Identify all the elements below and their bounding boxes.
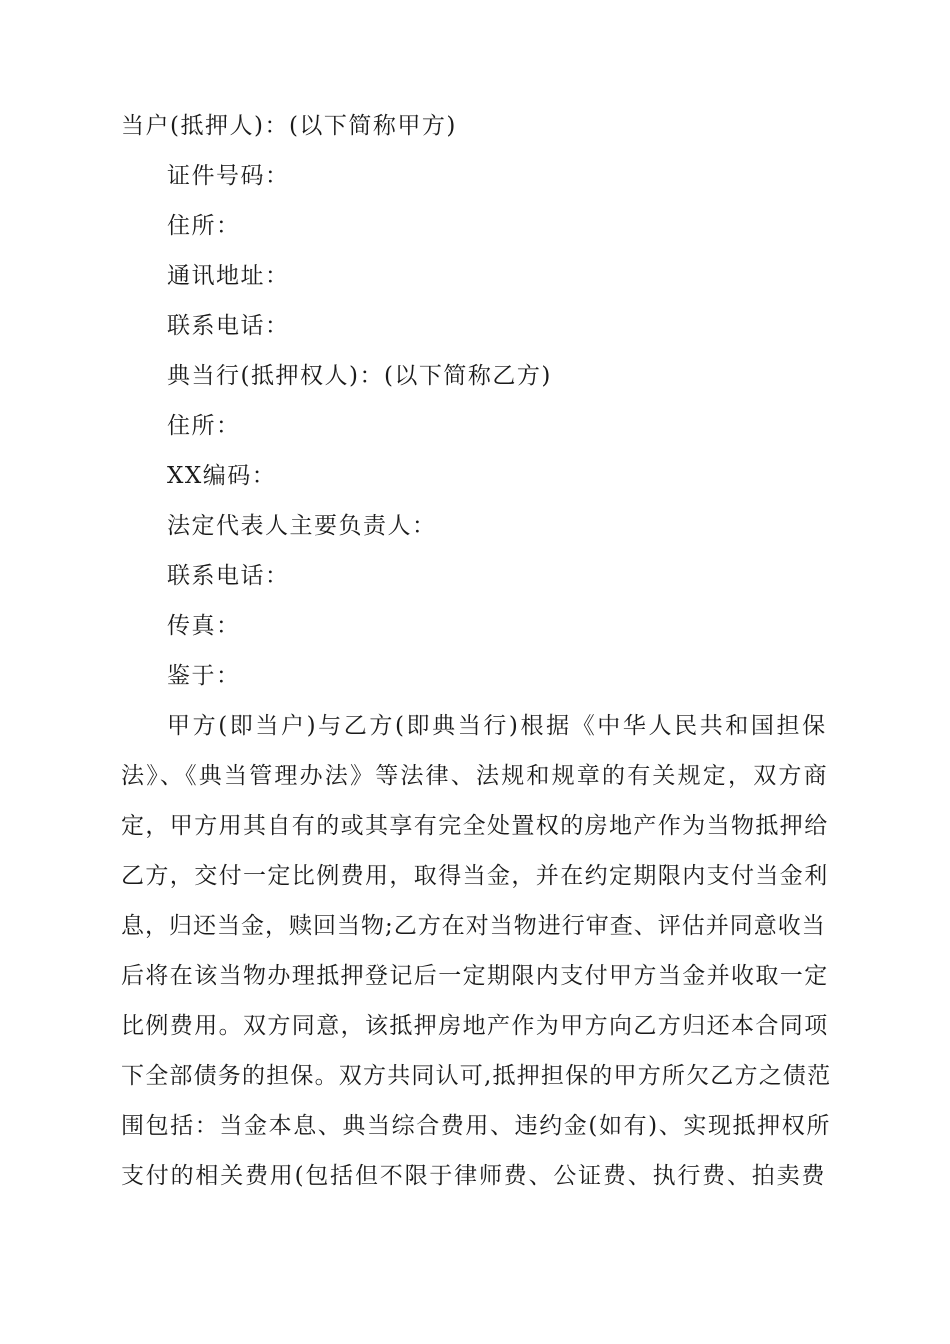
pawnshop-phone-field: 联系电话： (167, 563, 290, 589)
code-field: XX编码： (167, 463, 277, 489)
whereas-heading: 鉴于： (167, 663, 241, 689)
body-line-6: 后将在该当物办理抵押登记后一定期限内支付甲方当金并收取一定 (121, 963, 829, 989)
pawner-address-field: 住所： (167, 213, 241, 239)
body-line-3: 定，甲方用其自有的或其享有完全处置权的房地产作为当物抵押给 (121, 813, 829, 839)
body-line-4: 乙方，交付一定比例费用，取得当金，并在约定期限内支付当金利 (121, 863, 829, 889)
body-line-7: 比例费用。双方同意，该抵押房地产作为甲方向乙方归还本合同项 (121, 1013, 829, 1039)
body-line-1: 甲方(即当户)与乙方(即典当行)根据《中华人民共和国担保 (167, 713, 828, 739)
body-line-10: 支付的相关费用(包括但不限于律师费、公证费、执行费、拍卖费 (121, 1163, 827, 1189)
body-line-8: 下全部债务的担保。双方共同认可,抵押担保的甲方所欠乙方之债范 (121, 1063, 832, 1089)
body-line-2: 法》、《典当管理办法》等法律、法规和规章的有关规定，双方商 (121, 763, 829, 789)
pawner-phone-field: 联系电话： (167, 313, 290, 339)
body-line-5: 息，归还当金，赎回当物;乙方在对当物进行审查、评估并同意收当 (121, 913, 826, 939)
mailing-address-field: 通讯地址： (167, 263, 290, 289)
pawnshop-title: 典当行(抵押权人)：(以下简称乙方) (167, 363, 552, 389)
id-number-field: 证件号码： (167, 163, 290, 189)
body-line-9: 围包括：当金本息、典当综合费用、违约金(如有)、实现抵押权所 (121, 1113, 831, 1139)
legal-rep-field: 法定代表人主要负责人： (167, 513, 437, 539)
pawner-title: 当户(抵押人)：(以下简称甲方) (121, 113, 457, 139)
pawnshop-address-field: 住所： (167, 413, 241, 439)
fax-field: 传真： (167, 613, 241, 639)
